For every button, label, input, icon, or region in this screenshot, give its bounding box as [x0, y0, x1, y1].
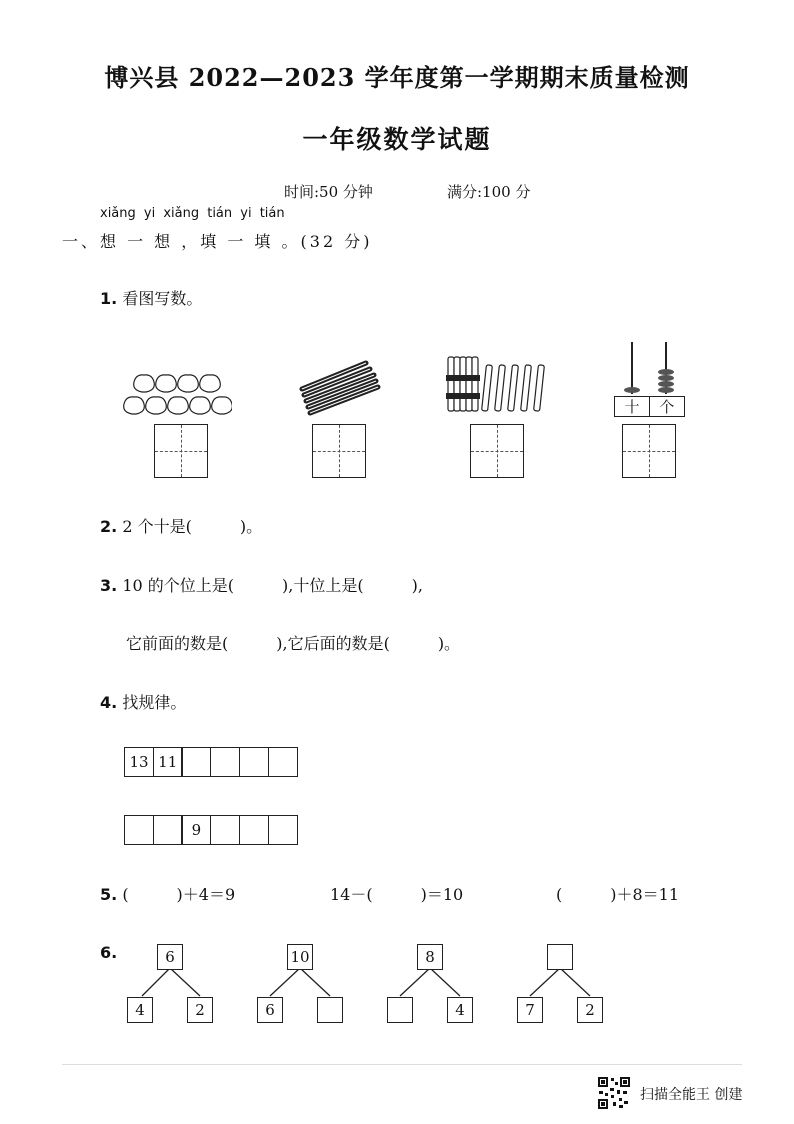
question-text: 看图写数。 [122, 289, 203, 308]
question-number: 1. [100, 289, 118, 308]
section-pinyin: xiǎng yi xiǎng tián yi tián [100, 206, 285, 221]
exam-subtitle: 一年级数学试题 [302, 125, 492, 154]
bond-left-3[interactable] [387, 997, 413, 1023]
pattern-cell[interactable] [210, 747, 240, 777]
answer-grid-3[interactable] [470, 424, 524, 478]
equation-1: ( )＋4＝9 [122, 885, 236, 904]
question-number: 2. [100, 517, 118, 536]
bond-left-1: 4 [127, 997, 153, 1023]
question-1 [100, 286, 202, 309]
abacus-label-ones: 个 [649, 396, 685, 417]
bond-top-1: 6 [157, 944, 183, 970]
qr-code-icon [597, 1076, 631, 1110]
question-6 [100, 943, 117, 962]
pattern-row-2 [124, 815, 298, 845]
answer-grid-4[interactable] [622, 424, 676, 478]
question-number: 4. [100, 693, 118, 712]
question-text: 2 个十是( )。 [122, 517, 263, 536]
equation-2: 14－( )＝10 [330, 885, 464, 904]
pencils-picture [294, 355, 384, 420]
exam-time: 时间:50 分钟 [284, 183, 373, 201]
peach-bottom-row [124, 397, 232, 414]
pattern-cell: 9 [181, 815, 211, 845]
question-3-line2: 它前面的数是( ),它后面的数是( )。 [126, 634, 461, 653]
bond-top-2: 10 [287, 944, 313, 970]
pattern-cell[interactable] [239, 747, 269, 777]
question-2 [100, 514, 262, 537]
pattern-cell[interactable] [268, 747, 298, 777]
bond-top-4[interactable] [547, 944, 573, 970]
question-number: 5. [100, 885, 118, 904]
scanner-watermark: 扫描全能王 创建 [640, 1087, 743, 1103]
footer-divider [62, 1064, 742, 1065]
bond-top-3: 8 [417, 944, 443, 970]
bond-left-2: 6 [257, 997, 283, 1023]
section-heading: 一、想 一 想 ，填 一 填 。(32 分) [62, 232, 373, 251]
question-text: 找规律。 [122, 693, 187, 712]
question-5 [100, 882, 235, 905]
abacus-picture [614, 340, 686, 418]
exam-score: 满分:100 分 [447, 183, 531, 201]
exam-title: 博兴县 2022—2023 学年度第一学期期末质量检测 [104, 63, 690, 92]
bond-right-2[interactable] [317, 997, 343, 1023]
pattern-cell[interactable] [153, 815, 183, 845]
peaches-picture [122, 370, 232, 420]
pattern-cell: 13 [124, 747, 154, 777]
bond-right-3: 4 [447, 997, 473, 1023]
sticks-picture [444, 355, 559, 415]
abacus-label-tens: 十 [614, 396, 650, 417]
question-number: 3. [100, 576, 118, 595]
question-text-line1: 10 的个位上是( ),十位上是( ), [122, 576, 423, 595]
answer-grid-1[interactable] [154, 424, 208, 478]
bond-left-4: 7 [517, 997, 543, 1023]
question-number: 6. [100, 943, 118, 962]
question-4 [100, 690, 186, 713]
bond-right-1: 2 [187, 997, 213, 1023]
bond-right-4: 2 [577, 997, 603, 1023]
pattern-cell[interactable] [239, 815, 269, 845]
answer-grid-2[interactable] [312, 424, 366, 478]
pattern-cell[interactable] [124, 815, 154, 845]
pattern-cell[interactable] [181, 747, 211, 777]
pattern-cell[interactable] [210, 815, 240, 845]
equation-3: ( )＋8＝11 [556, 885, 680, 904]
peach-top-row [134, 375, 221, 392]
pattern-row-1 [124, 747, 298, 777]
question-3 [100, 573, 423, 596]
pattern-cell[interactable] [268, 815, 298, 845]
pattern-cell: 11 [153, 747, 183, 777]
